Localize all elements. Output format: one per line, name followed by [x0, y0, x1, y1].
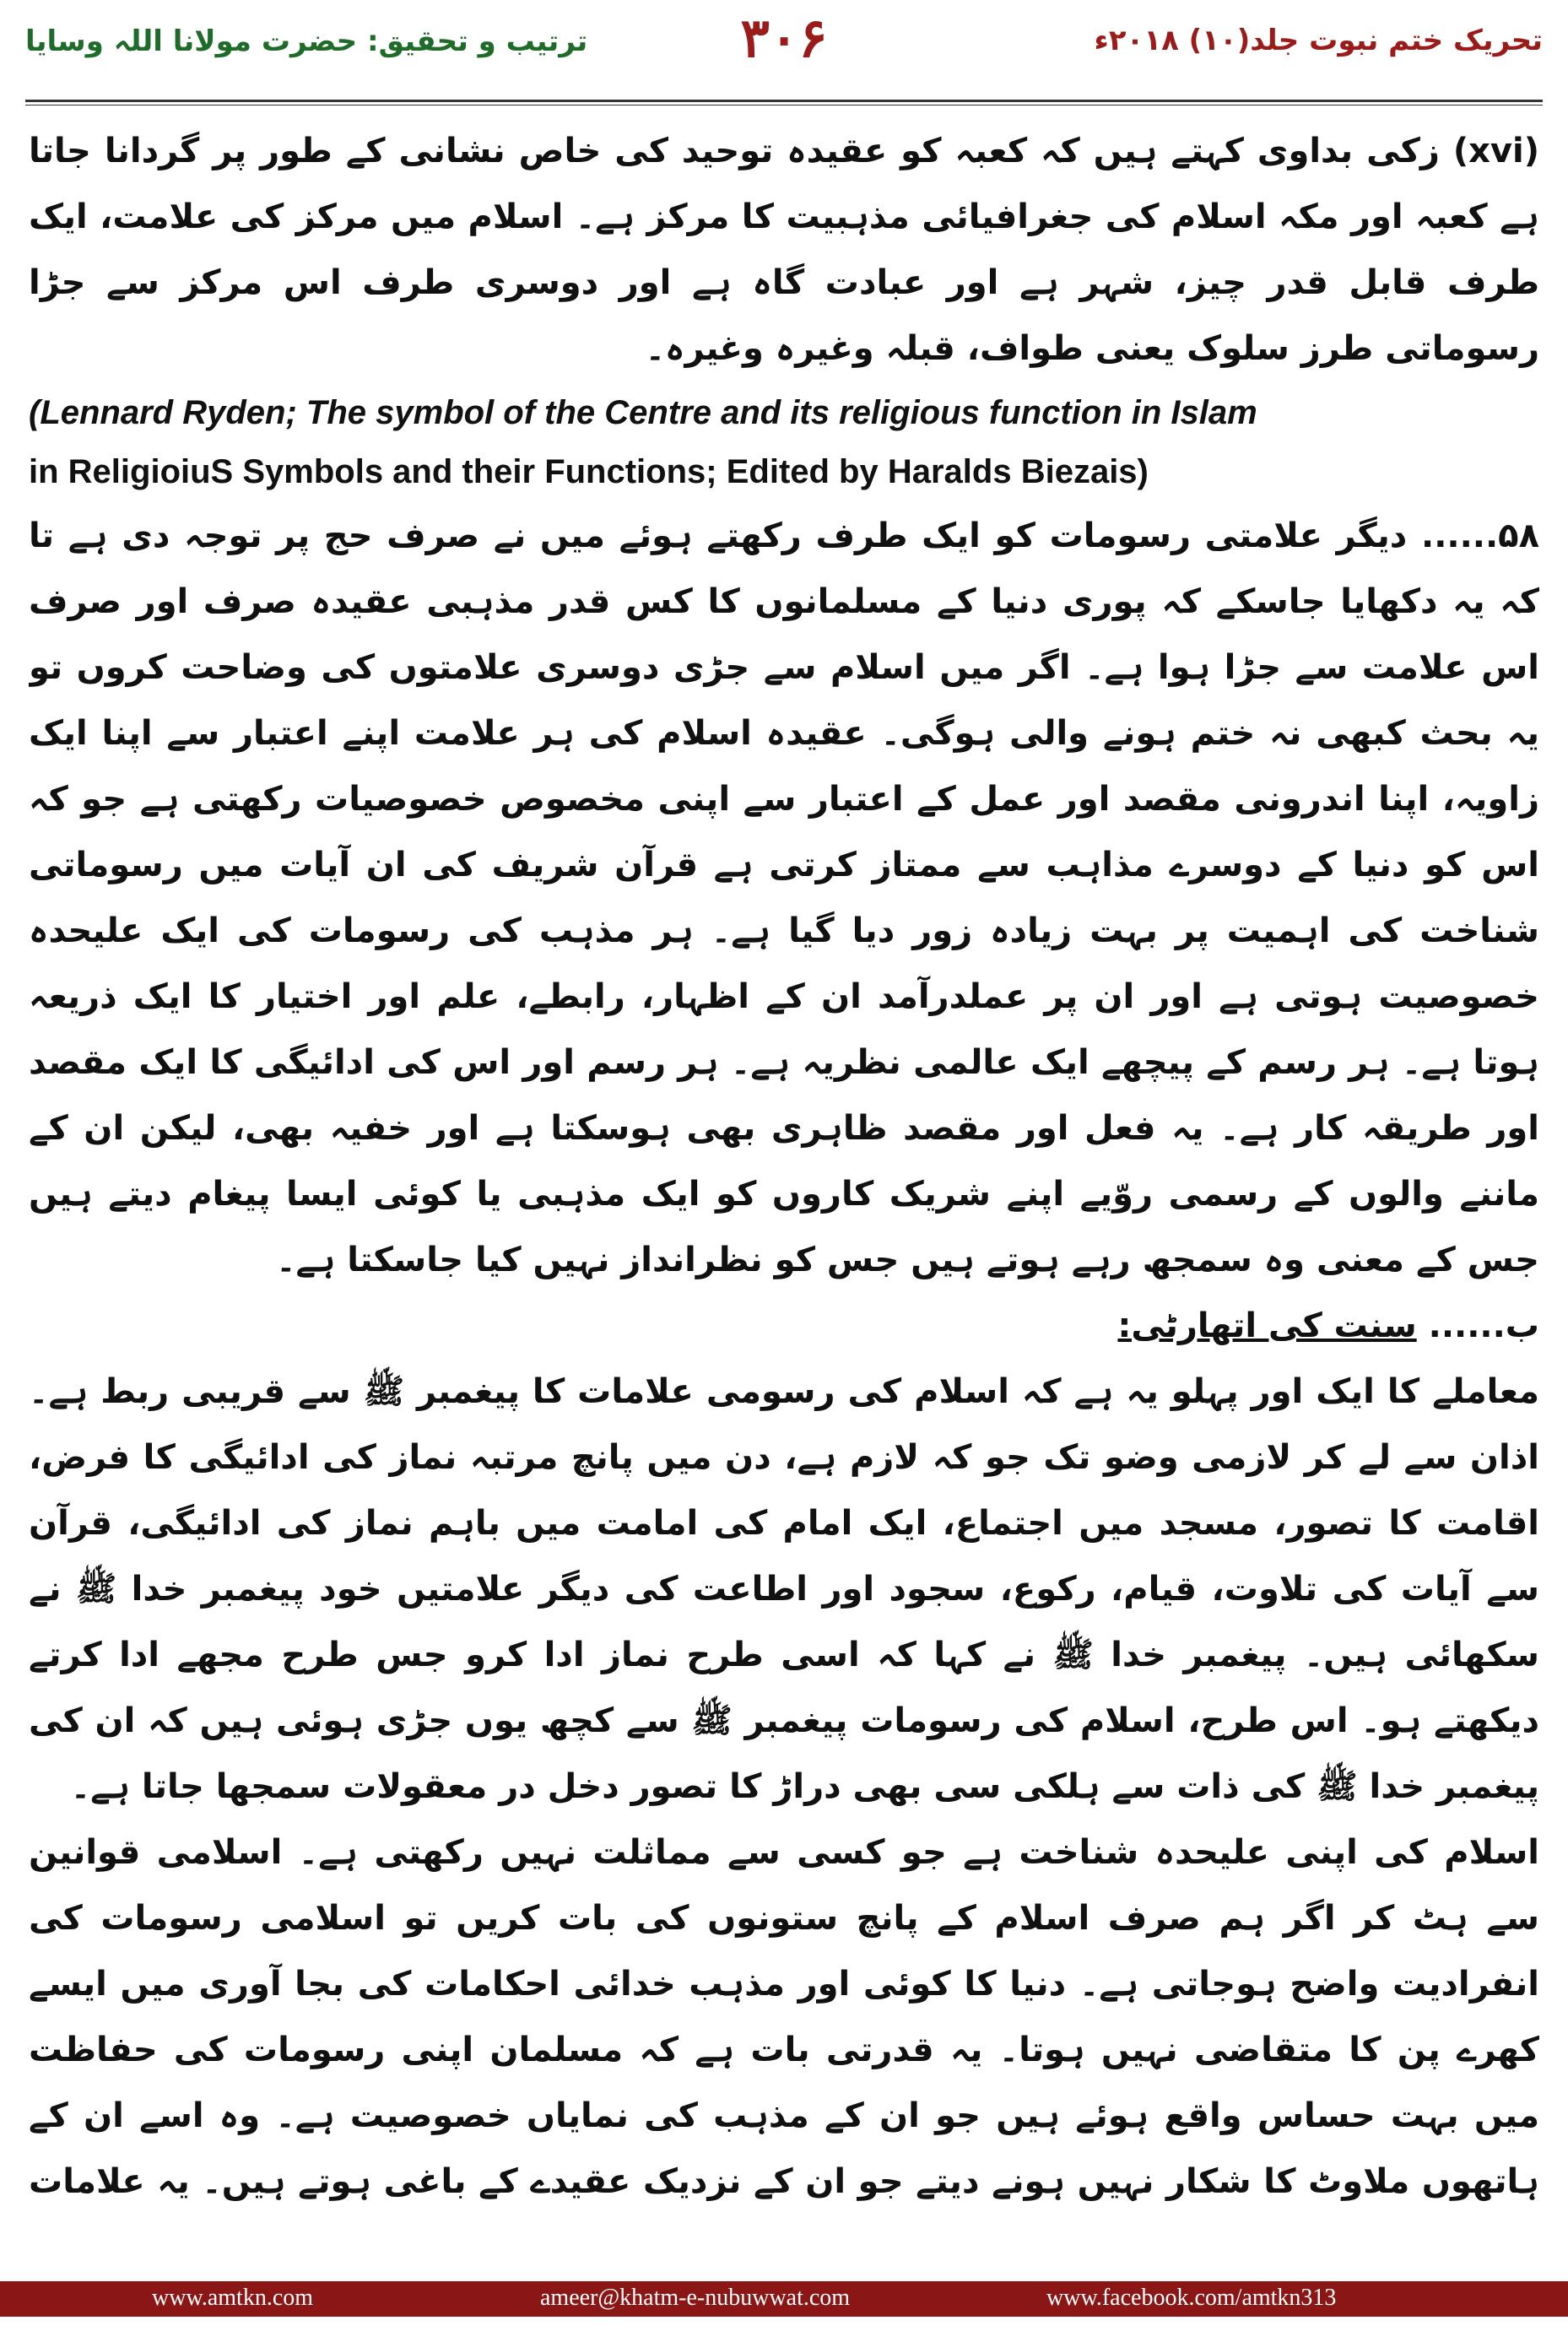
page-number: ۳۰۶: [740, 7, 828, 70]
paragraph-text: زکی بداوی کہتے ہیں کہ کعبہ کو عقیدہ توحید کی خاص نشانی کے طور پر گردانا جاتا ہے کعبہ اور مکہ اسلام کی جغرافیائی مذہبیت کا مرکز ہے۔ اسلام میں مرکز کی علامت، ایک طرف قابل قدر چیز، شہر ہے اور عبادت گاہ ہے اور دوسری طرف اس مرکز سے جڑا رسوماتی طرز سلوک یعنی طواف، قبلہ وغیرہ وغیرہ۔: [29, 132, 1539, 368]
section-heading: [29, 1293, 1539, 1359]
section-marker: ب......: [1428, 1306, 1539, 1345]
footer-website-link[interactable]: www.amtkn.com: [152, 2285, 314, 2311]
paragraph-identity: اسلام کی اپنی علیحدہ شناخت ہے جو کسی سے مماثلت نہیں رکھتی ہے۔ اسلامی قوانین سے ہٹ کر اگر ہم صرف اسلام کے پانچ ستونوں کی بات کریں تو اسلامی رسومات کی انفرادیت واضح ہوجاتی ہے۔ دنیا کا کوئی اور مذہب خدائی احکامات کی بجا آوری میں ایسے کھرے پن کا متقاضی نہیں ہوتا۔ یہ قدرتی بات ہے کہ مسلمان اپنی رسومات کی حفاظت میں بہت حساس واقع ہوئے ہیں جو ان کے مذہب کی نمایاں خصوصیت ہے۔ وہ اسے ان کے ہاتھوں ملاوٹ کا شکار نہیں ہونے دیتے جو ان کے نزدیک عقیدے کے باغی ہوتے ہیں۔ یہ علامات: [29, 1833, 1539, 2201]
citation-line-2: in ReligioiuS Symbols and their Functions; Edited by Haralds Biezais): [29, 453, 1149, 490]
footer-email-link[interactable]: ameer@khatm-e-nubuwwat.com: [540, 2285, 851, 2311]
page-header: [0, 0, 1568, 93]
paragraph-marker: ۵۸......: [1421, 517, 1539, 555]
paragraph-58: [29, 503, 1539, 1293]
paragraph-marker: (xvi): [1452, 132, 1539, 170]
header-divider: [25, 100, 1543, 102]
page-body: [29, 118, 1539, 2203]
footer-facebook-link[interactable]: www.facebook.com/amtkn313: [1046, 2285, 1337, 2311]
paragraph-xvi: [29, 118, 1539, 381]
paragraph-sunnah: معاملے کا ایک اور پہلو یہ ہے کہ اسلام کی رسومی علامات کا پیغمبر ﷺ سے قریبی ربط ہے۔ اذان سے لے کر لازمی وضو تک جو کہ لازم ہے، دن میں پانچ مرتبہ نماز کی ادائیگی کا فرض، اقامت کا تصور، مسجد میں اجتماع، ایک امام کی امامت میں باہم نماز کی ادائیگی، قرآن سے آیات کی تلاوت، قیام، رکوع، سجود اور اطاعت کی دیگر علامتیں خود پیغمبر خدا ﷺ نے سکھائی ہیں۔ پیغمبر خدا ﷺ نے کہا کہ اسی طرح نماز ادا کرو جس طرح مجھے ادا کرتے دیکھتے ہو۔ اس طرح، اسلام کی رسومات پیغمبر ﷺ سے کچھ یوں جڑی ہوئی ہیں کہ ان کی پیغمبر خدا ﷺ کی ذات سے ہلکی سی بھی دراڑ کا تصور دخل در معقولات سمجھا جاتا ہے۔: [29, 1372, 1539, 1806]
compiler-credit: ترتیب و تحقیق: حضرت مولانا اللہ وسایا: [25, 24, 588, 58]
page-footer: [0, 2281, 1568, 2317]
paragraph-text: دیگر علامتی رسومات کو ایک طرف رکھتے ہوئے میں نے صرف حج پر توجہ دی ہے تا کہ یہ دکھایا جاسکے کہ پوری دنیا کے مسلمانوں کا کس قدر مذہبی عقیدہ صرف اور صرف اس علامت سے جڑا ہوا ہے۔ اگر میں اسلام سے جڑی دوسری علامتوں کی وضاحت کروں تو یہ بحث کبھی نہ ختم ہونے والی ہوگی۔ عقیدہ اسلام کی ہر علامت اپنے اعتبار سے اپنا ایک زاویہ، اپنا اندرونی مقصد اور عمل کے اعتبار سے اپنی مخصوص خصوصیات رکھتی ہے جو کہ اس کو دنیا کے دوسرے مذاہب سے ممتاز کرتی ہے قرآن شریف کی ان آیات میں رسوماتی شناخت کی اہمیت پر بہت زیادہ زور دیا گیا ہے۔ ہر مذہب کی رسومات کی ایک علیحدہ خصوصیت ہوتی ہے اور ان پر عملدرآمد ان کے اظہار، رابطے، علم اور اختیار کا ایک ذریعہ ہوتا ہے۔ ہر رسم کے پیچھے ایک عالمی نظریہ ہے۔ ہر رسم اور اس کی ادائیگی کا ایک مقصد اور طریقہ کار ہے۔ یہ فعل اور مقصد ظاہری بھی ہوسکتا ہے اور خفیہ بھی، لیکن ان کے ماننے والوں کے رسمی روّیے اپنے شریک کاروں کو ایک مذہبی یا کوئی ایسا پیغام دیتے ہیں جس کے معنی وہ سمجھ رہے ہوتے ہیں جس کو نظرانداز نہیں کیا جاسکتا ہے۔: [29, 517, 1539, 1279]
citation-line-1: (Lennard Ryden; The symbol of the Centre and its religious function in Islam: [29, 394, 1257, 431]
section-title: سنت کی اتھارٹی:: [1117, 1306, 1417, 1345]
book-title: تحریک ختم نبوت جلد(۱۰) ۲۰۱۸ء: [1094, 24, 1543, 57]
